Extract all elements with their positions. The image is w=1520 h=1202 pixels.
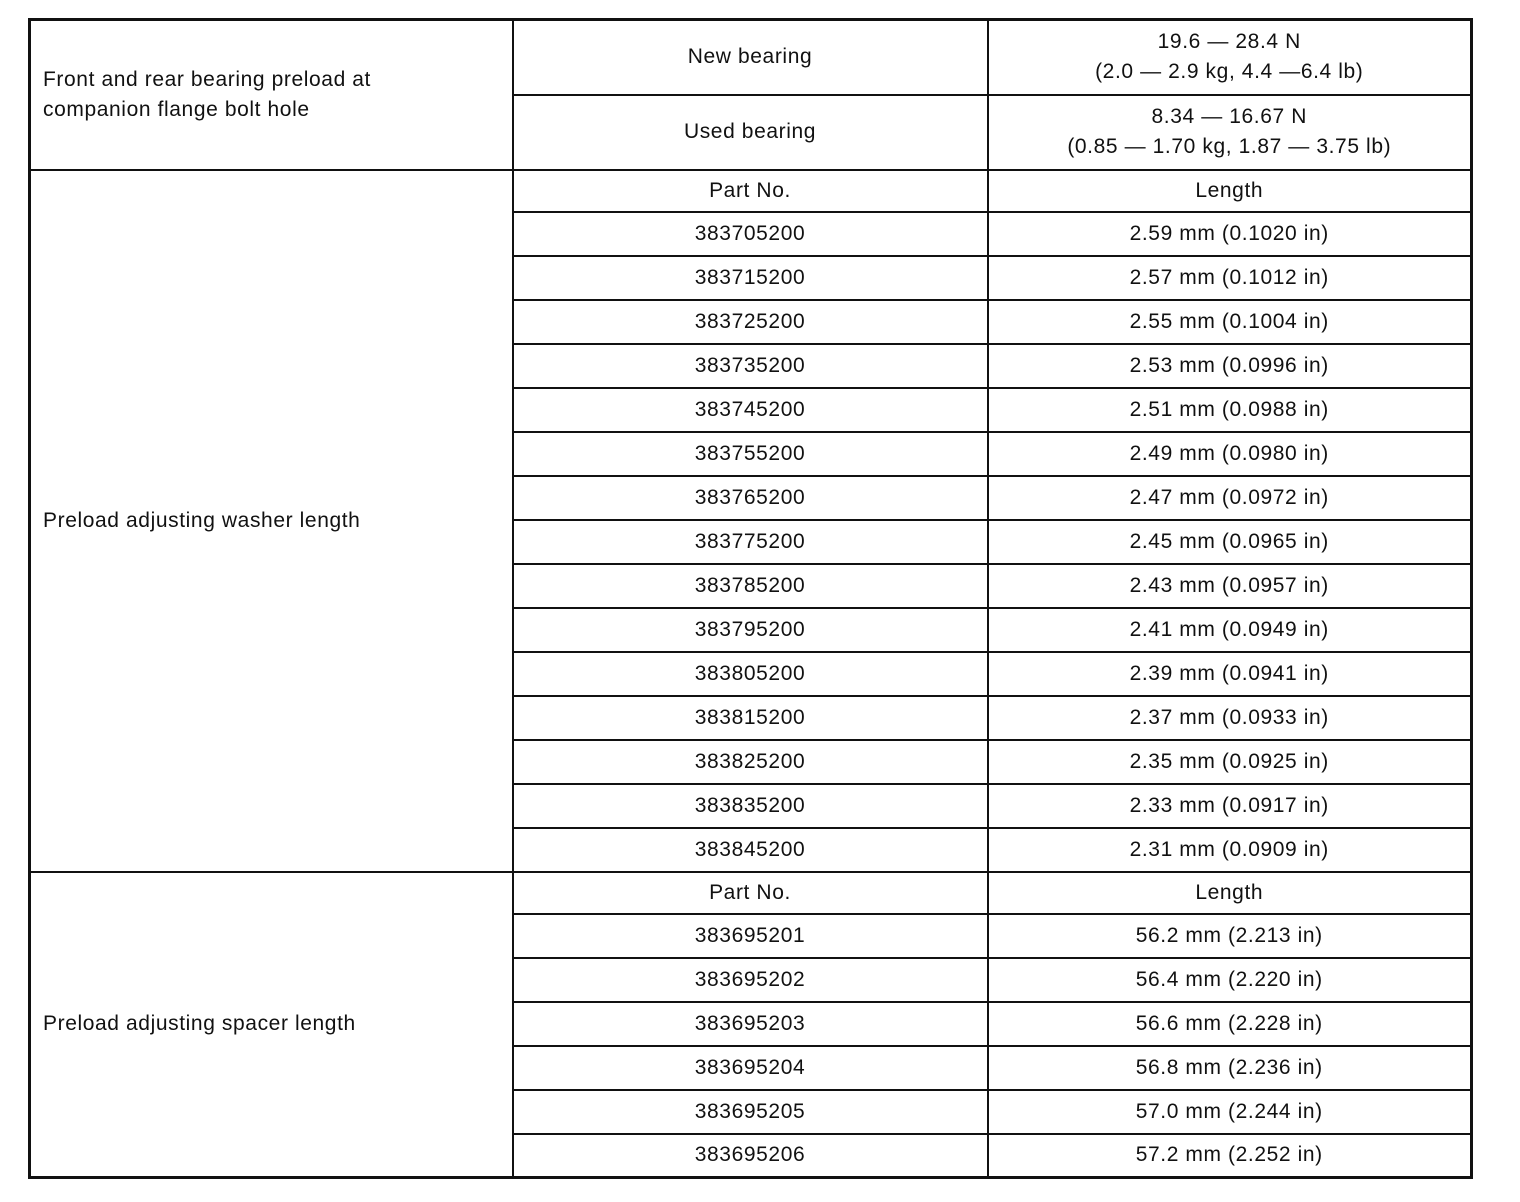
- spacer-col-part-header: Part No.: [513, 872, 988, 914]
- spacer-length-value: 56.8 mm (2.236 in): [988, 1046, 1472, 1090]
- washer-part-number: 383745200: [513, 388, 988, 432]
- spacer-length-value: 57.2 mm (2.252 in): [988, 1134, 1472, 1178]
- washer-part-number: 383805200: [513, 652, 988, 696]
- spacer-part-number: 383695206: [513, 1134, 988, 1178]
- washer-length-value: 2.41 mm (0.0949 in): [988, 608, 1472, 652]
- washer-length-value: 2.59 mm (0.1020 in): [988, 212, 1472, 256]
- washer-length-value: 2.31 mm (0.0909 in): [988, 828, 1472, 872]
- washer-length-value: 2.45 mm (0.0965 in): [988, 520, 1472, 564]
- spec-table: [28, 18, 1473, 1179]
- washer-col-part-header: Part No.: [513, 170, 988, 212]
- washer-length-value: 2.47 mm (0.0972 in): [988, 476, 1472, 520]
- washer-length-value: 2.35 mm (0.0925 in): [988, 740, 1472, 784]
- spacer-header-row: [30, 872, 1472, 914]
- spacer-label: Preload adjusting spacer length: [30, 872, 513, 1178]
- washer-col-length-header: Length: [988, 170, 1472, 212]
- spacer-part-number: 383695201: [513, 914, 988, 958]
- spacer-length-value: 56.2 mm (2.213 in): [988, 914, 1472, 958]
- new-bearing-value-line2: (2.0 — 2.9 kg, 4.4 —6.4 lb): [1095, 60, 1364, 84]
- spacer-part-number: 383695202: [513, 958, 988, 1002]
- washer-length-value: 2.51 mm (0.0988 in): [988, 388, 1472, 432]
- washer-part-number: 383815200: [513, 696, 988, 740]
- spacer-part-number: 383695203: [513, 1002, 988, 1046]
- washer-length-value: 2.49 mm (0.0980 in): [988, 432, 1472, 476]
- new-bearing-value: [988, 20, 1472, 95]
- washer-part-number: 383795200: [513, 608, 988, 652]
- used-bearing-value-line2: (0.85 — 1.70 kg, 1.87 — 3.75 lb): [1067, 135, 1392, 158]
- washer-part-number: 383845200: [513, 828, 988, 872]
- spacer-length-value: 56.6 mm (2.228 in): [988, 1002, 1472, 1046]
- washer-part-number: 383765200: [513, 476, 988, 520]
- washer-part-number: 383755200: [513, 432, 988, 476]
- spacer-part-number: 383695204: [513, 1046, 988, 1090]
- washer-length-value: 2.53 mm (0.0996 in): [988, 344, 1472, 388]
- washer-length-value: 2.57 mm (0.1012 in): [988, 256, 1472, 300]
- washer-part-number: 383825200: [513, 740, 988, 784]
- new-bearing-name: New bearing: [513, 20, 988, 95]
- spacer-col-length-header: Length: [988, 872, 1472, 914]
- washer-part-number: 383775200: [513, 520, 988, 564]
- washer-part-number: 383715200: [513, 256, 988, 300]
- washer-length-value: 2.39 mm (0.0941 in): [988, 652, 1472, 696]
- spacer-length-value: 57.0 mm (2.244 in): [988, 1090, 1472, 1134]
- spacer-part-number: 383695205: [513, 1090, 988, 1134]
- washer-length-value: 2.33 mm (0.0917 in): [988, 784, 1472, 828]
- washer-header-row: [30, 170, 1472, 212]
- washer-length-value: 2.55 mm (0.1004 in): [988, 300, 1472, 344]
- washer-part-number: 383785200: [513, 564, 988, 608]
- used-bearing-name: Used bearing: [513, 95, 988, 170]
- new-bearing-row: [30, 20, 1472, 95]
- washer-label: Preload adjusting washer length: [30, 170, 513, 872]
- bearing-preload-label: [30, 20, 513, 170]
- washer-part-number: 383835200: [513, 784, 988, 828]
- spacer-length-value: 56.4 mm (2.220 in): [988, 958, 1472, 1002]
- new-bearing-value-line1: 19.6 — 28.4 N: [1157, 30, 1301, 54]
- washer-length-value: 2.43 mm (0.0957 in): [988, 564, 1472, 608]
- washer-length-value: 2.37 mm (0.0933 in): [988, 696, 1472, 740]
- washer-part-number: 383725200: [513, 300, 988, 344]
- bearing-preload-label-line1: Front and rear bearing preload at: [43, 67, 371, 91]
- washer-part-number: 383735200: [513, 344, 988, 388]
- used-bearing-value-line1: 8.34 — 16.67 N: [1151, 105, 1307, 128]
- used-bearing-value: [988, 95, 1472, 170]
- bearing-preload-label-line2: companion flange bolt hole: [43, 97, 310, 121]
- washer-part-number: 383705200: [513, 212, 988, 256]
